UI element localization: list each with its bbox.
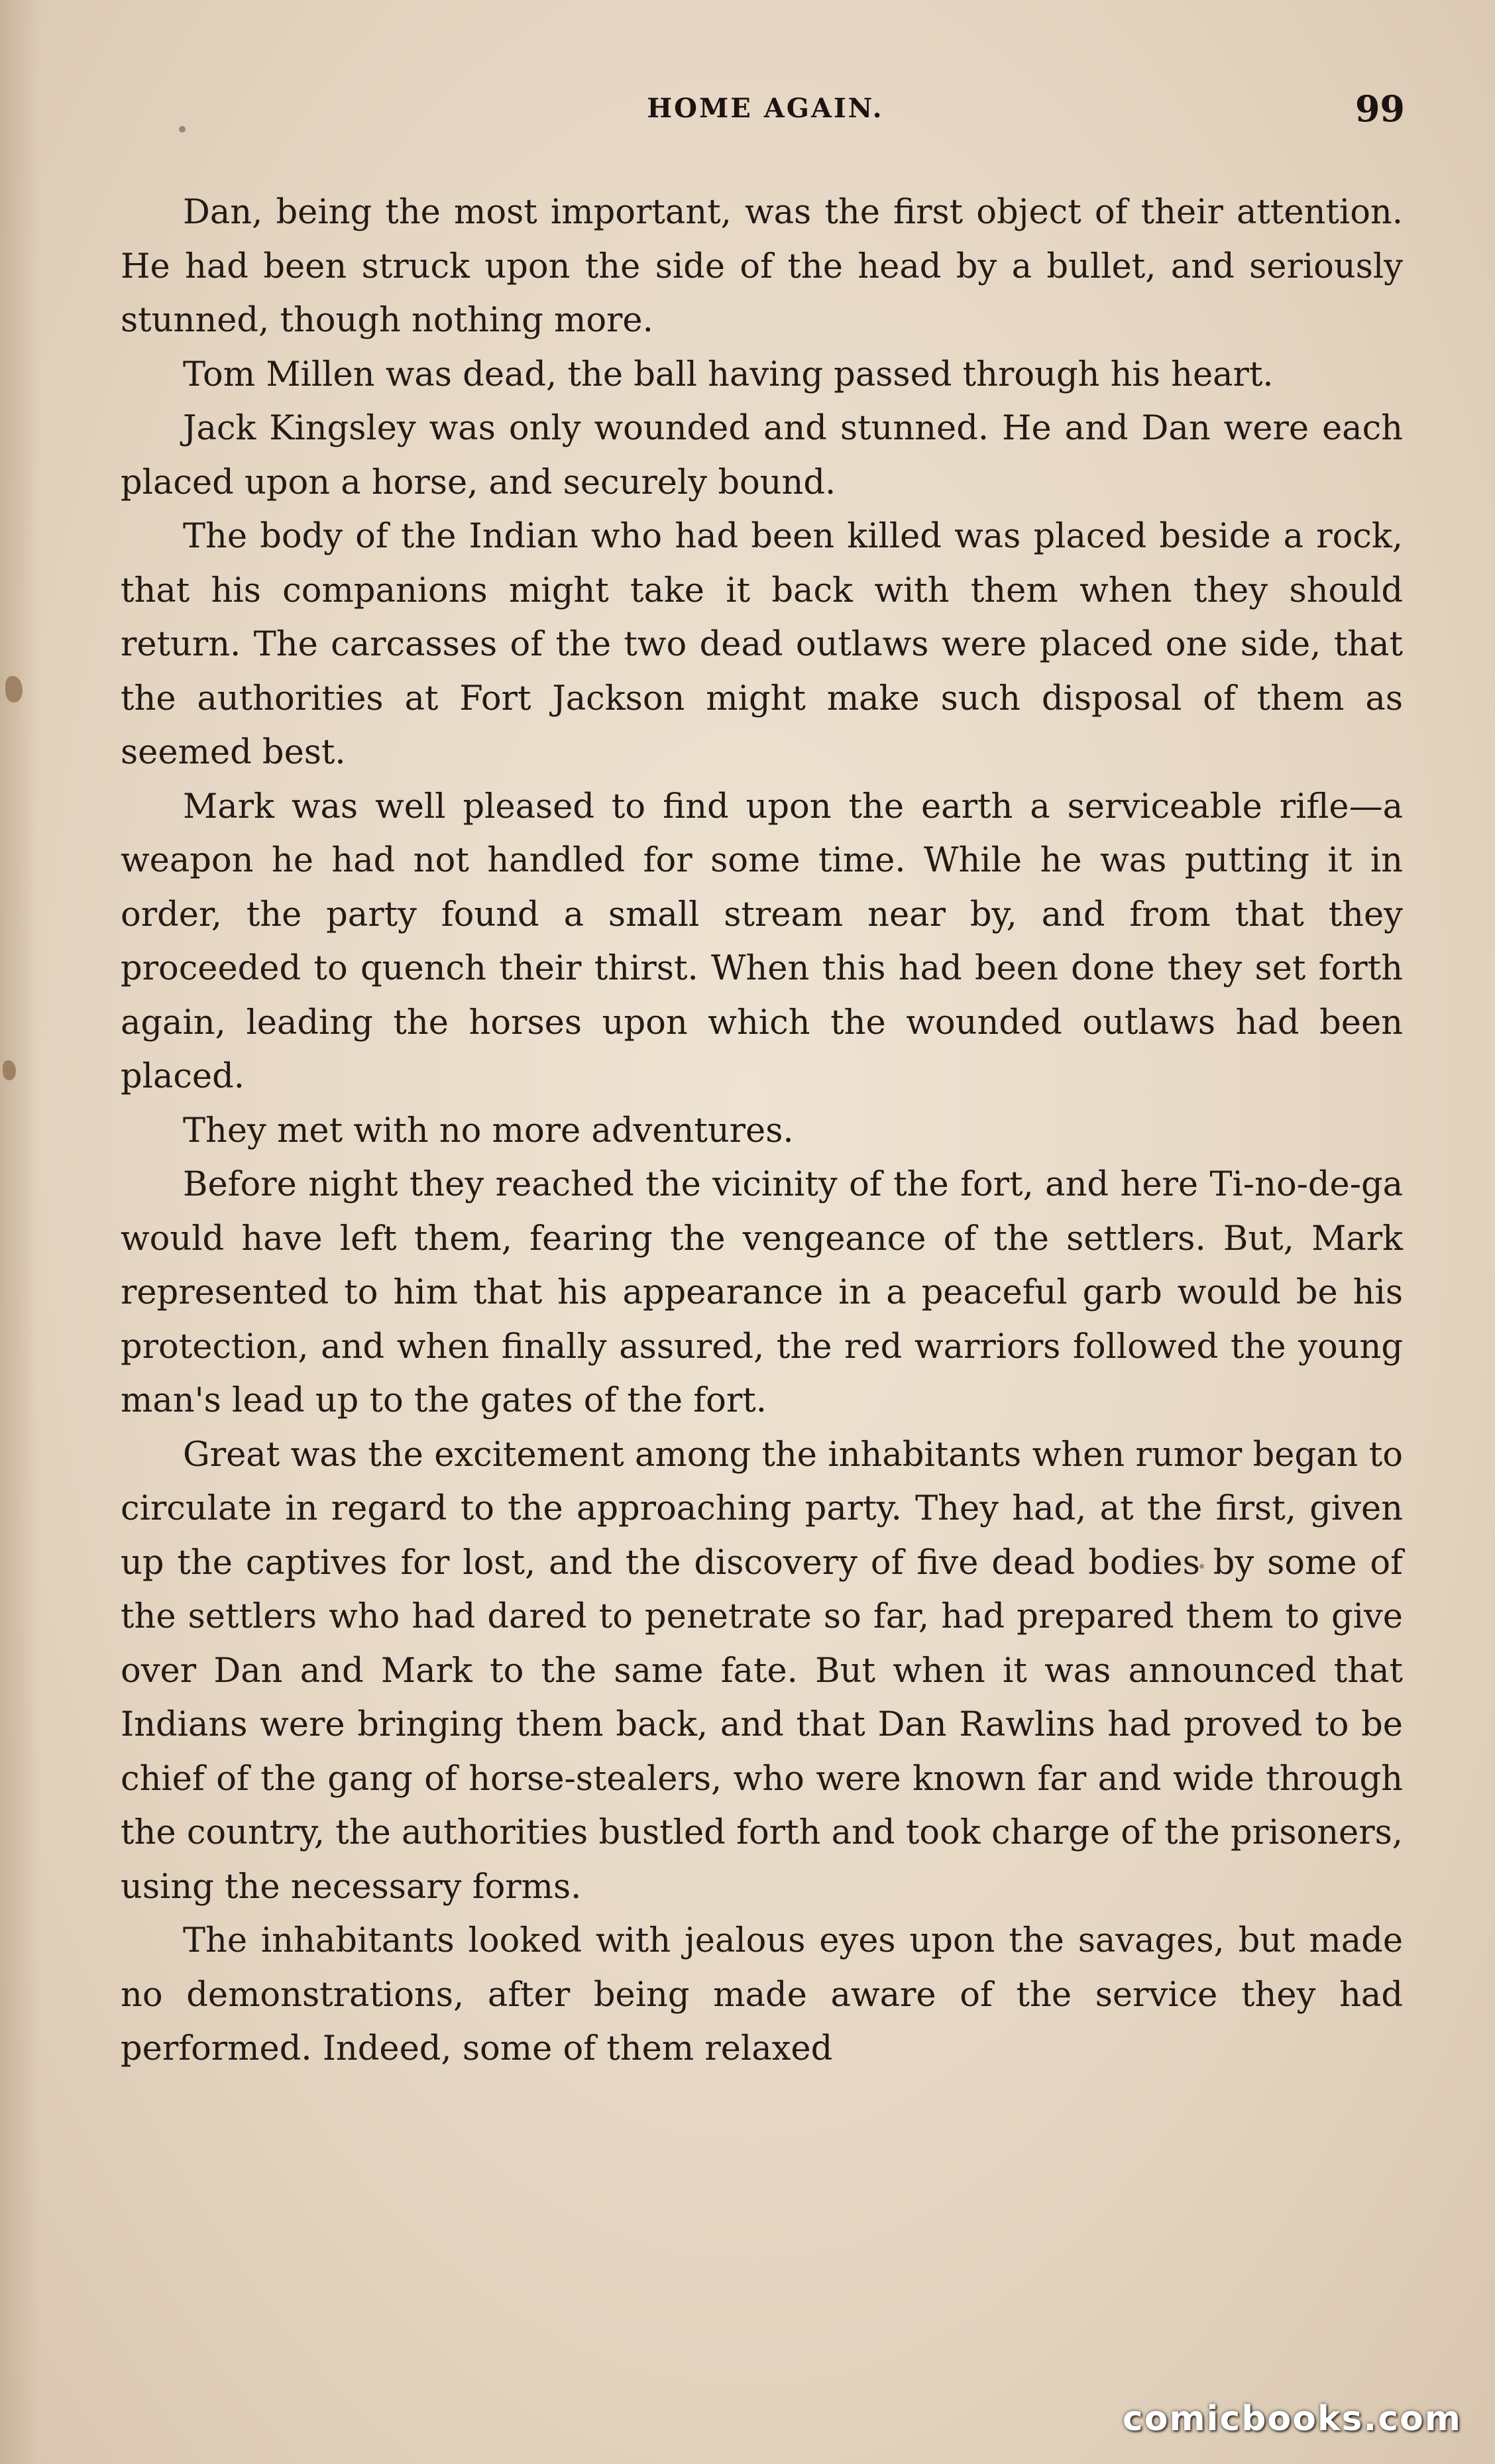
paragraph: The inhabitants looked with jealous eyes upon the savages, but made no demonstrations, after being made aware of the service they had performed. Indeed, some of them relaxed: [121, 1921, 1403, 2068]
page-header: [126, 87, 1405, 133]
paper-damage-mark: [5, 676, 23, 702]
paragraph: Before night they reached the vicinity of the fort, and here Ti-no-de-ga would have left them, fearing the vengeance of the settlers. But, Mark represented to him that his appearance in a peaceful garb would be his protection, and when finally assured, the red warriors followed the young man's lead up to the gates of the fort.: [121, 1165, 1403, 1420]
watermark-logo: comicbooks.com: [1122, 2399, 1462, 2439]
paragraph: The body of the Indian who had been killed was placed beside a rock, that his companions might take it back with them when they should return. The carcasses of the two dead outlaws were placed one side, that the authorities at Fort Jackson might make such disposal of them as seemed best.: [121, 517, 1403, 772]
paragraph: Dan, being the most important, was the first object of their attention. He had been struck upon the side of the head by a bullet, and seriously stunned, though nothing more.: [121, 193, 1403, 340]
paragraph: Great was the excitement among the inhabitants when rumor began to circulate in regard to the approaching party. They had, at the first, given up the captives for lost, and the discovery of five dead bodies by some of the settlers who had dared to penetrate so far, had prepared them to give over Dan and Mark to the same fate. But when it was announced that Indians were bringing them back, and that Dan Rawlins had proved to be chief of the gang of horse-stealers, who were known far and wide through the country, the authorities bustled forth and took charge of the prisoners, using the necessary forms.: [121, 1435, 1403, 1907]
paragraph: Mark was well pleased to find upon the earth a serviceable rifle—a weapon he had not handled for some time. While he was putting it in order, the party found a small stream near by, and from that they proceeded to quench their thirst. When this had been done they set forth again, leading the horses upon which the wounded outlaws had been placed.: [121, 787, 1403, 1096]
paragraph: They met with no more adventures.: [183, 1111, 794, 1150]
page-edge-shadow: [0, 0, 40, 2464]
paper-damage-mark: [3, 1060, 16, 1080]
body-text: [121, 186, 1403, 2076]
running-head: HOME AGAIN.: [647, 93, 884, 124]
paragraph: Jack Kingsley was only wounded and stunned. He and Dan were each placed upon a horse, and securely bound.: [121, 409, 1403, 502]
page-number: 99: [1355, 87, 1405, 130]
paragraph: Tom Millen was dead, the ball having passed through his heart.: [183, 355, 1274, 394]
